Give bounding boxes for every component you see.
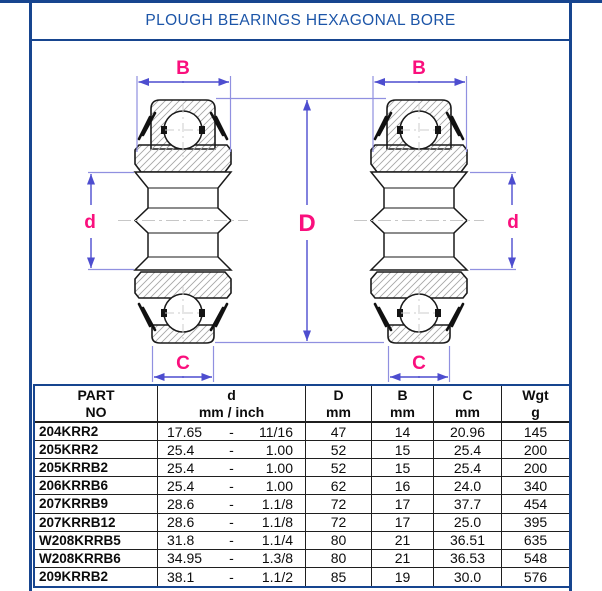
width-c-cell: 24.0 [434, 477, 502, 494]
dim-label-d-left: d [84, 212, 96, 233]
bore-inch-value: 1.00 [265, 441, 293, 458]
outer-diameter-cell: 47 [306, 423, 372, 440]
bore-mm-value: 34.95 [167, 550, 203, 567]
bore-mm-value: 28.6 [167, 514, 195, 531]
bore-inch-value: 11/16 [259, 423, 293, 440]
part-no-cell: 207KRRB9 [35, 495, 158, 512]
title-bar [32, 3, 569, 41]
header-outer-d: D mm [306, 386, 372, 421]
width-b-cell: 21 [372, 532, 434, 549]
table-row [35, 532, 569, 550]
dim-label-b-right: B [412, 58, 426, 79]
weight-cell: 200 [523, 441, 548, 458]
width-b-cell: 14 [372, 423, 434, 440]
bore-dimension-cell [158, 495, 306, 512]
bore-dash: - [229, 532, 234, 549]
weight-cell: 635 [523, 532, 548, 549]
bore-dash: - [229, 550, 234, 567]
width-c-cell: 25.4 [434, 441, 502, 458]
width-c-cell: 30.0 [434, 568, 502, 586]
bearing-cross-section-drawing [30, 41, 571, 383]
bore-dimension-cell [158, 568, 306, 586]
bore-dash: - [229, 477, 234, 494]
header-part-no: PART NO [35, 386, 158, 421]
width-c-cell: 37.7 [434, 495, 502, 512]
bore-inch-value: 1.00 [265, 459, 293, 476]
page-title: PLOUGH BEARINGS HEXAGONAL BORE [145, 12, 456, 29]
dim-label-d-right: d [507, 212, 519, 233]
outer-diameter-cell: 52 [306, 441, 372, 458]
header-bore-d: d mm / inch [158, 386, 306, 421]
weight-cell: 395 [523, 514, 548, 531]
bore-inch-value: 1.1/8 [261, 495, 293, 512]
bore-dimension-cell [158, 477, 306, 494]
table-row [35, 568, 569, 586]
width-c-cell: 36.51 [434, 532, 502, 549]
width-b-cell: 21 [372, 550, 434, 567]
specification-table [33, 384, 571, 588]
table-row [35, 477, 569, 495]
width-b-cell: 15 [372, 459, 434, 476]
table-row [35, 550, 569, 568]
bore-dash: - [229, 568, 234, 585]
width-b-cell: 16 [372, 477, 434, 494]
bore-dash: - [229, 495, 234, 512]
width-c-cell: 36.53 [434, 550, 502, 567]
width-c-cell: 20.96 [434, 423, 502, 440]
weight-cell: 454 [523, 495, 548, 512]
bore-dimension-cell [158, 550, 306, 567]
weight-cell: 576 [523, 568, 548, 585]
part-no-cell: 205KRRB2 [35, 459, 158, 476]
dimension-C-left [153, 346, 214, 382]
bore-inch-value: 1.1/4 [261, 532, 293, 549]
part-no-cell: 206KRRB6 [35, 477, 158, 494]
header-weight: Wgt g [522, 387, 549, 420]
bore-inch-value: 1.1/8 [261, 514, 293, 531]
dim-label-b-left: B [176, 58, 190, 79]
table-row [35, 441, 569, 459]
bore-mm-value: 25.4 [167, 441, 195, 458]
bore-mm-value: 17.65 [167, 423, 203, 440]
outer-diameter-cell: 72 [306, 514, 372, 531]
bore-dash: - [229, 423, 234, 440]
bore-dimension-cell [158, 423, 306, 440]
table-row [35, 495, 569, 513]
width-b-cell: 17 [372, 495, 434, 512]
bore-mm-value: 38.1 [167, 568, 195, 585]
dim-label-d-outer: D [298, 210, 316, 237]
outer-diameter-cell: 85 [306, 568, 372, 586]
bore-inch-value: 1.3/8 [261, 550, 293, 567]
part-no-cell: W208KRRB6 [35, 550, 158, 567]
bore-dash: - [229, 514, 234, 531]
weight-cell: 200 [523, 459, 548, 476]
table-header-row [35, 386, 569, 423]
bore-dimension-cell [158, 441, 306, 458]
bore-dimension-cell [158, 514, 306, 531]
bore-mm-value: 25.4 [167, 477, 195, 494]
bore-mm-value: 25.4 [167, 459, 195, 476]
bore-inch-value: 1.1/2 [261, 568, 293, 585]
weight-cell: 340 [523, 477, 548, 494]
dim-label-c-left: C [176, 353, 190, 374]
table-row [35, 514, 569, 532]
bore-inch-value: 1.00 [265, 477, 293, 494]
weight-cell: 548 [523, 550, 548, 567]
bore-mm-value: 31.8 [167, 532, 195, 549]
dimension-C-right [389, 346, 450, 382]
width-b-cell: 15 [372, 441, 434, 458]
header-width-c: C mm [434, 386, 502, 421]
part-no-cell: 209KRRB2 [35, 568, 158, 586]
width-b-cell: 19 [372, 568, 434, 586]
outer-diameter-cell: 80 [306, 550, 372, 567]
header-width-b: B mm [372, 386, 434, 421]
outer-diameter-cell: 80 [306, 532, 372, 549]
width-b-cell: 17 [372, 514, 434, 531]
weight-cell: 145 [523, 423, 548, 440]
outer-diameter-cell: 62 [306, 477, 372, 494]
outer-diameter-cell: 52 [306, 459, 372, 476]
table-row [35, 459, 569, 477]
outer-diameter-cell: 72 [306, 495, 372, 512]
part-no-cell: W208KRRB5 [35, 532, 158, 549]
width-c-cell: 25.0 [434, 514, 502, 531]
bore-dimension-cell [158, 459, 306, 476]
part-no-cell: 205KRR2 [35, 441, 158, 458]
part-no-cell: 204KRR2 [35, 423, 158, 440]
bore-mm-value: 28.6 [167, 495, 195, 512]
width-c-cell: 25.4 [434, 459, 502, 476]
bore-dash: - [229, 459, 234, 476]
bore-dash: - [229, 441, 234, 458]
bore-dimension-cell [158, 532, 306, 549]
bearing-diagram-area [30, 41, 571, 383]
dim-label-c-right: C [412, 353, 426, 374]
table-row [35, 423, 569, 441]
part-no-cell: 207KRRB12 [35, 514, 158, 531]
